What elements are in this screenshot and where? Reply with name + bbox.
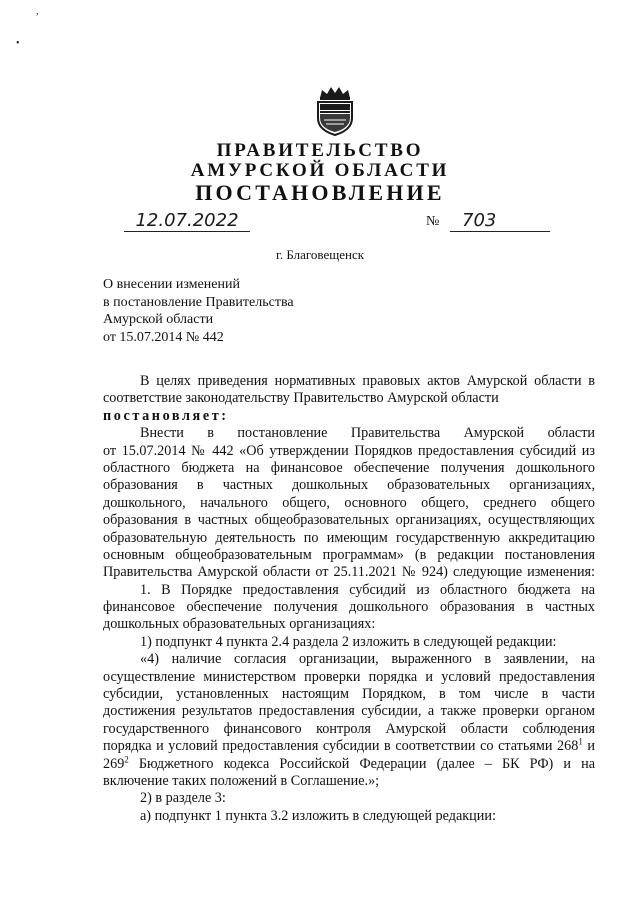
superscript: 2	[124, 753, 129, 764]
body-line: субсидии, установленных настоящим Порядком, в том числе в части	[103, 686, 595, 703]
body-line: соответствие законодательству Правительство Амурской области	[103, 390, 499, 407]
body-line: образования в частных дошкольных образовательных организациях,	[103, 477, 595, 494]
region-title: АМУРСКОЙ ОБЛАСТИ	[190, 160, 450, 181]
body-line: областного бюджета на финансовое обеспечение получения дошкольного	[103, 459, 595, 476]
subject-line: в постановление Правительства	[103, 294, 294, 310]
body-line: образовательную деятельность по имеющим государственную аккредитацию	[103, 529, 595, 546]
government-title: ПРАВИТЕЛЬСТВО	[216, 140, 424, 161]
body-line: включение таких положений в Соглашение.»;	[103, 772, 380, 789]
body-text: и	[587, 738, 596, 755]
superscript: 1	[578, 736, 583, 747]
body-line: а) подпункт 1 пункта 3.2 изложить в следующей редакции:	[140, 807, 496, 824]
document-number: 703	[450, 211, 550, 232]
body-line: 2) в разделе 3:	[140, 790, 226, 807]
document-type: ПОСТАНОВЛЕНИЕ	[195, 180, 445, 205]
body-line: «4) наличие согласия организации, выраженного в заявлении, на	[140, 651, 595, 668]
body-line: 1. В Порядке предоставления субсидий из областного бюджета на	[140, 581, 595, 598]
subject-line: от 15.07.2014 № 442	[103, 329, 224, 345]
body-line: достижения результатов предоставления субсидии, а также проверки органом	[103, 703, 595, 720]
body-line: Внести в постановление Правительства Амурской области	[140, 425, 595, 442]
resolution-word: постановляет:	[103, 407, 229, 424]
document-body	[103, 373, 595, 825]
body-line: от 15.07.2014 № 442 «Об утверждении Порядков предоставления субсидий из	[103, 442, 595, 459]
scan-speck: ,	[36, 6, 39, 17]
body-line: Правительства Амурской области от 25.11.2021 № 924) следующие изменения:	[103, 564, 595, 581]
body-line: финансовое обеспечение получения дошкольного образования в частных	[103, 599, 595, 616]
body-line	[103, 738, 595, 755]
body-line: В целях приведения нормативных правовых актов Амурской области в	[140, 373, 595, 389]
document-date: 12.07.2022	[124, 211, 250, 232]
coat-of-arms-icon	[312, 84, 358, 136]
subject-line: Амурской области	[103, 312, 214, 327]
body-text: порядка и условий предоставления субсидии в соответствии со статьями 268	[103, 738, 579, 755]
subject-line: О внесении изменений	[103, 277, 240, 292]
body-line: государственного финансового контроля Амурской области соблюдения	[103, 720, 595, 737]
scan-speck: •	[16, 38, 20, 49]
body-line: основным общеобразовательным программам» (в редакции постановления	[103, 546, 595, 563]
body-line	[103, 753, 595, 773]
city: г. Благовещенск	[275, 247, 365, 262]
body-line: дошкольных образовательных организациях:	[103, 616, 376, 633]
body-text: Бюджетного кодекса Российской Федерации (далее – БК РФ) и на	[128, 755, 595, 772]
document-subject	[103, 276, 294, 346]
body-text: 269	[103, 755, 125, 772]
body-line: образования в частных общеобразовательных организациях, осуществляющих	[103, 512, 595, 529]
body-line: 1) подпункт 4 пункта 2.4 раздела 2 изложить в следующей редакции:	[140, 633, 557, 650]
body-line: дошкольного, начального общего, основного общего, среднего общего	[103, 494, 595, 511]
number-label: №	[426, 214, 440, 229]
body-line: осуществление министерством проверки порядка и условий предоставления	[103, 668, 595, 685]
